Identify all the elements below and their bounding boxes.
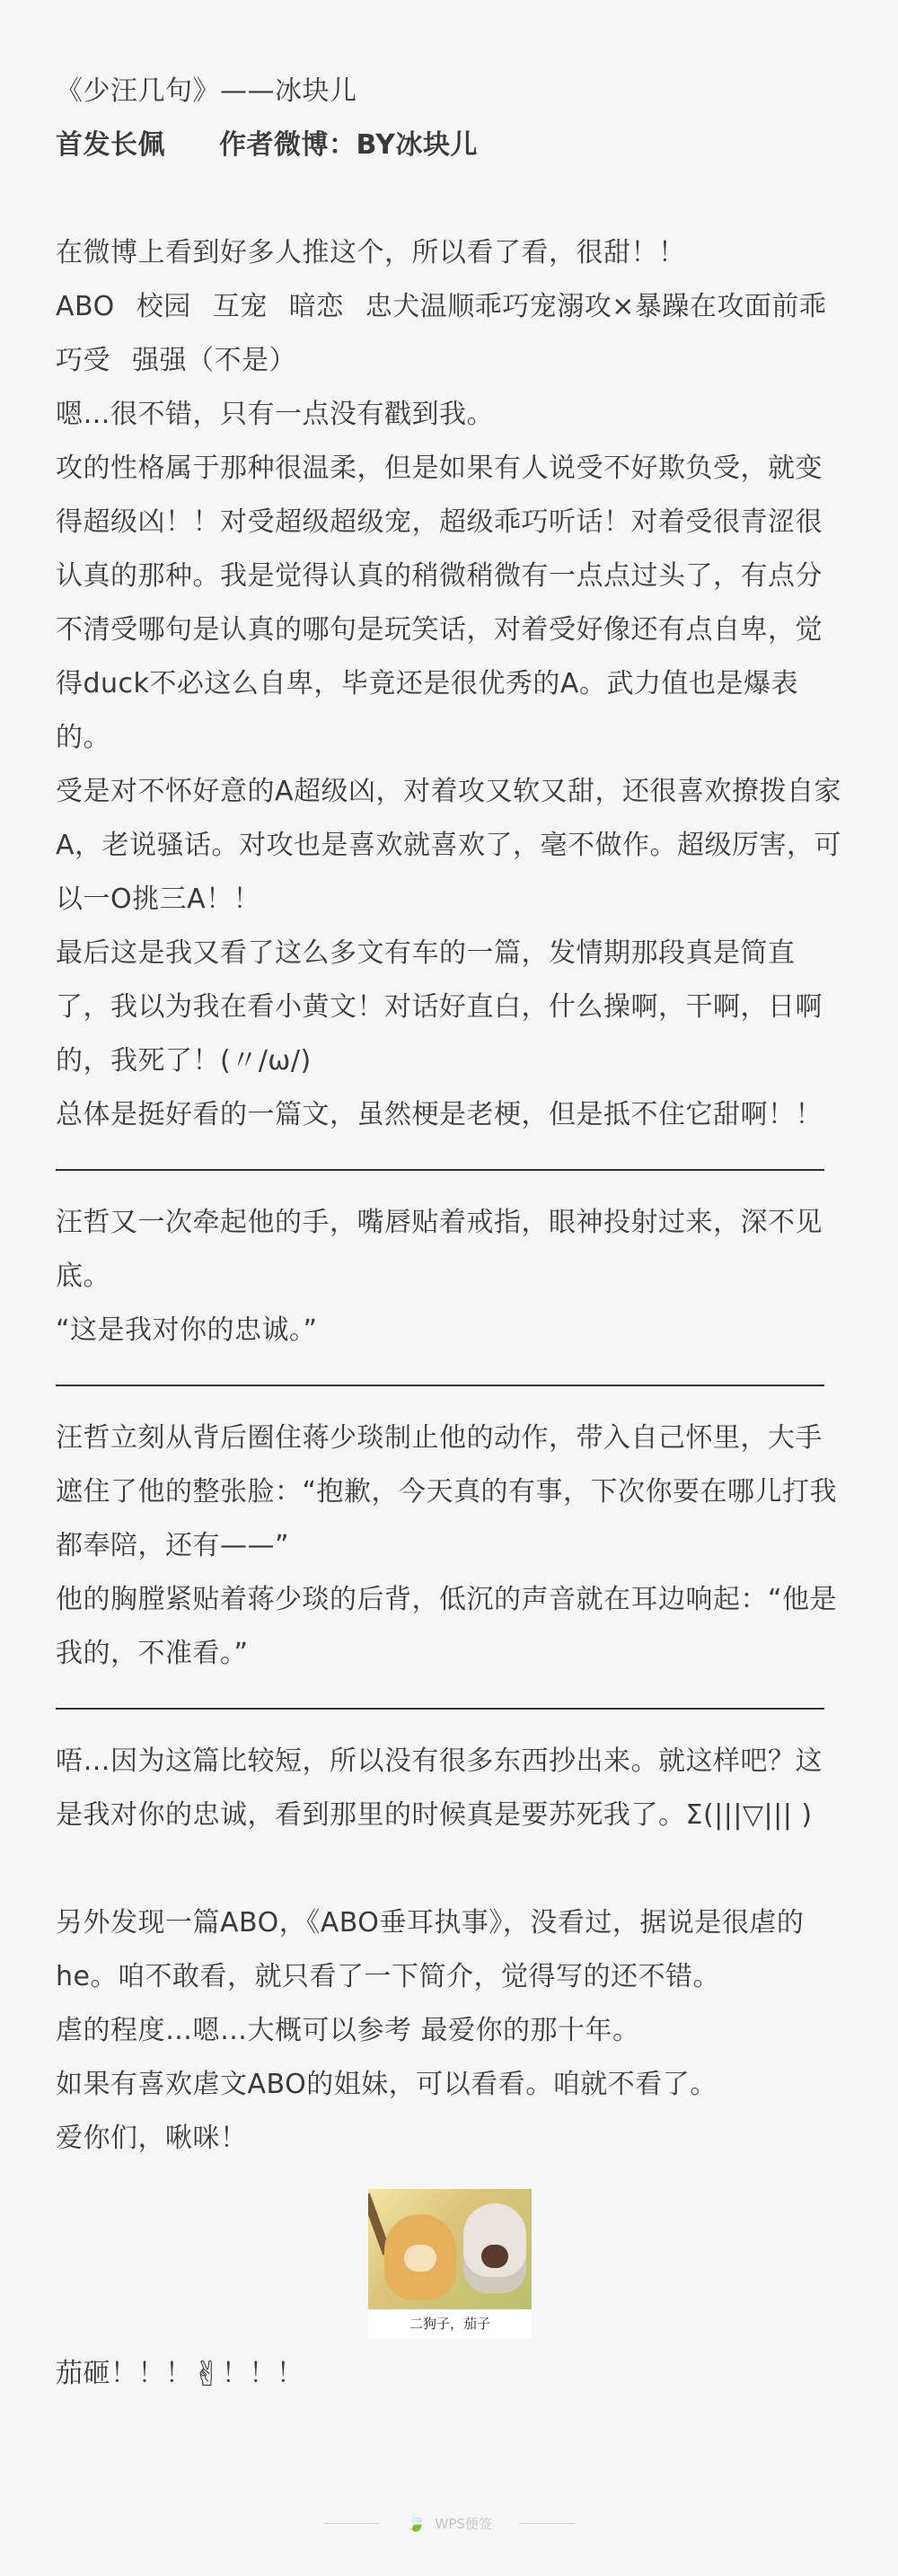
husky-dog (463, 2203, 526, 2293)
note-content (56, 65, 846, 2401)
app-footer (0, 2510, 898, 2536)
note-subtitle (56, 119, 846, 172)
blank-line (56, 172, 846, 226)
final-text: 茄砸！！！ (56, 2358, 193, 2389)
another-book-paragraph: 另外发现一篇ABO，《ABO垂耳执事》，没看过，据说是很虐的he。咱不敢看，就只看了一下简介，觉得写的还不错。 (56, 1907, 805, 1992)
tag: ABO (56, 291, 115, 322)
overall-paragraph: 总体是挺好看的一篇文，虽然梗是老梗，但是抵不住它甜啊！！ (56, 1099, 823, 1130)
tag: 忠犬温顺乖巧宠溺攻×暴躁在攻面前乖巧受 (56, 291, 827, 376)
doge-meme-picture (368, 2189, 532, 2309)
intro-paragraph: 在微博上看到好多人推这个，所以看了看，很甜！！ (56, 237, 686, 268)
not-bad-line: 嗯…很不错，只有一点没有戳到我。 (56, 399, 494, 430)
tag: 暗恋 (288, 291, 344, 322)
excerpt-paragraph: 汪哲立刻从背后圈住蒋少琰制止他的动作，带入自己怀里，大手遮住了他的整张脸：“抱歉，今天真的有事，下次你要在哪儿打我都奉陪，还有——” (56, 1422, 838, 1561)
first-publish-label: 首发长佩 (56, 129, 165, 161)
tag: 互宠 (212, 291, 268, 322)
author-label: 作者微博：BY冰块儿 (219, 129, 478, 161)
divider-line (56, 1142, 846, 1196)
divider-line (56, 1681, 846, 1735)
attack-paragraph: 攻的性格属于那种很温柔，但是如果有人说受不好欺负受，就变得超级凶！！对受超级超级宠，超级乖巧听话！对着受很青涩很认真的那种。我是觉得认真的稍微稍微有一点点过头了，有点分不清受哪句是认真的哪句是玩笑话，对着受好像还有点自卑，觉得duck不必这么自卑，毕竟还是很优秀的A。武力值也是爆表的。 (56, 453, 823, 753)
divider-line (56, 1358, 846, 1411)
final-text-end: ！！！ (221, 2358, 304, 2389)
closing-paragraph: 唔…因为这篇比较短，所以没有很多东西抄出来。就这样吧？这是我对你的忠诚，看到那里的时候真是要苏死我了。Σ(|||▽||| ) (56, 1745, 823, 1831)
peace-hand-icon: ✌ (192, 2354, 222, 2394)
footer-line-left (323, 2523, 379, 2524)
excerpt-paragraph: 汪哲又一次牵起他的手，嘴唇贴着戒指，眼神投射过来，深不见底。 (56, 1207, 823, 1292)
last-paragraph: 最后这是我又看了这么多文有车的一篇，发情期那段真是简直了，我以为我在看小黄文！对话好直白，什么操啊，干啊，日啊的，我死了！(〃/ω/) (56, 937, 823, 1077)
leaf-icon: 🍃 (406, 2513, 427, 2533)
shiba-dog (384, 2214, 456, 2300)
final-line (56, 2347, 846, 2401)
love-line: 爱你们，啾咪！ (56, 2123, 248, 2154)
footer-brand: WPS便签 (435, 2515, 492, 2532)
doge-meme-image (368, 2189, 532, 2338)
note-title: 《少汪几句》——冰块儿 (56, 75, 357, 107)
degree-line: 虐的程度…嗯…大概可以参考 最爱你的那十年。 (56, 2015, 640, 2046)
tag-line (56, 280, 846, 388)
meme-caption: 二狗子，茄子 (368, 2309, 532, 2338)
excerpt-paragraph: 他的胸膛紧贴着蒋少琰的后背，低沉的声音就在耳边响起：“他是我的，不准看。” (56, 1584, 838, 1669)
blank-line (56, 1842, 846, 1896)
tag: 校园 (136, 291, 191, 322)
receiver-paragraph: 受是对不怀好意的A超级凶，对着攻又软又甜，还很喜欢撩拨自家A，老说骚话。对攻也是喜欢就喜欢了，毫不做作。超级厉害，可以一O挑三A！！ (56, 776, 842, 915)
excerpt-quote: “这是我对你的忠诚。” (56, 1314, 318, 1346)
tag: 强强（不是） (132, 345, 296, 376)
footer-line-right (519, 2523, 575, 2524)
recommend-line: 如果有喜欢虐文ABO的姐妹，可以看看。咱就不看了。 (56, 2069, 718, 2100)
